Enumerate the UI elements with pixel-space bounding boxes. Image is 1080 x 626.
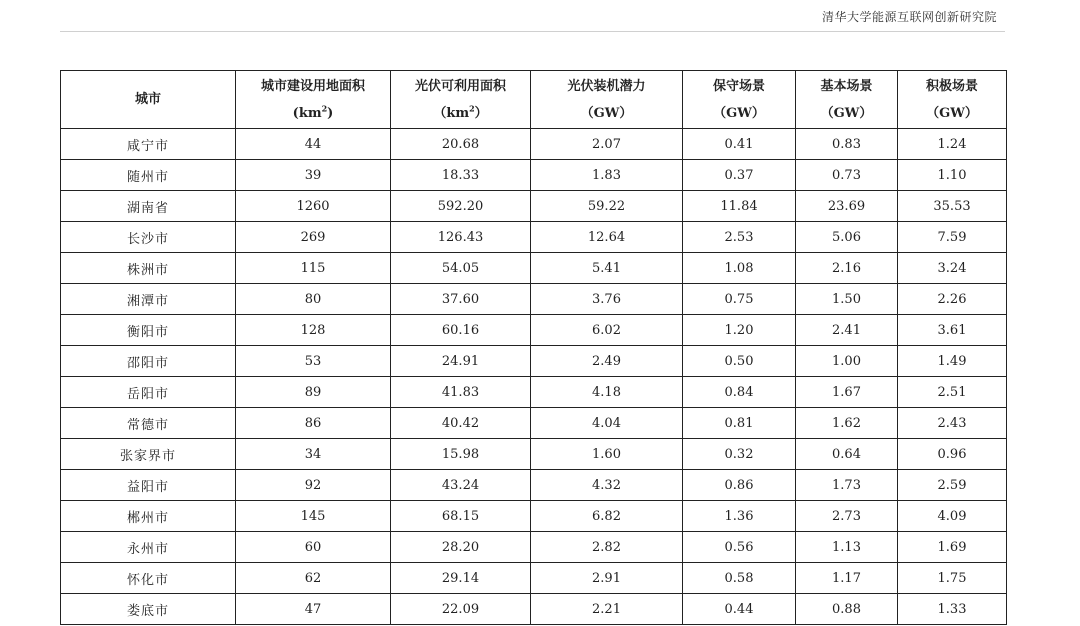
cell-basic: 1.17 bbox=[796, 563, 898, 594]
cell-basic: 5.06 bbox=[796, 222, 898, 253]
cell-construction-land-area: 1260 bbox=[236, 191, 391, 222]
cell-aggressive: 2.26 bbox=[898, 284, 1007, 315]
cell-pv-capacity-potential: 2.91 bbox=[531, 563, 683, 594]
cell-basic: 1.00 bbox=[796, 346, 898, 377]
table-row bbox=[61, 563, 1007, 594]
cell-conservative: 0.84 bbox=[683, 377, 796, 408]
cell-pv-usable-area: 22.09 bbox=[391, 594, 531, 625]
cell-pv-capacity-potential: 5.41 bbox=[531, 253, 683, 284]
cell-aggressive: 4.09 bbox=[898, 501, 1007, 532]
cell-aggressive: 0.96 bbox=[898, 439, 1007, 470]
cell-conservative: 2.53 bbox=[683, 222, 796, 253]
cell-pv-usable-area: 15.98 bbox=[391, 439, 531, 470]
cell-pv-usable-area: 60.16 bbox=[391, 315, 531, 346]
header-divider bbox=[60, 31, 1005, 32]
cell-basic: 2.16 bbox=[796, 253, 898, 284]
cell-aggressive: 1.69 bbox=[898, 532, 1007, 563]
table-row bbox=[61, 408, 1007, 439]
cell-pv-capacity-potential: 4.04 bbox=[531, 408, 683, 439]
cell-aggressive: 1.10 bbox=[898, 160, 1007, 191]
cell-pv-usable-area: 40.42 bbox=[391, 408, 531, 439]
table-row bbox=[61, 315, 1007, 346]
cell-basic: 0.64 bbox=[796, 439, 898, 470]
cell-aggressive: 7.59 bbox=[898, 222, 1007, 253]
cell-basic: 23.69 bbox=[796, 191, 898, 222]
cell-pv-usable-area: 592.20 bbox=[391, 191, 531, 222]
cell-conservative: 0.37 bbox=[683, 160, 796, 191]
header-organization: 清华大学能源互联网创新研究院 bbox=[821, 10, 997, 24]
cell-pv-capacity-potential: 12.64 bbox=[531, 222, 683, 253]
cell-basic: 1.13 bbox=[796, 532, 898, 563]
cell-conservative: 0.50 bbox=[683, 346, 796, 377]
cell-pv-usable-area: 54.05 bbox=[391, 253, 531, 284]
cell-pv-capacity-potential: 6.02 bbox=[531, 315, 683, 346]
cell-conservative: 1.08 bbox=[683, 253, 796, 284]
table-row bbox=[61, 160, 1007, 191]
column-header-basic-scenario: 基本场景 （GW） bbox=[796, 71, 898, 129]
cell-city: 岳阳市 bbox=[61, 377, 236, 408]
cell-basic: 0.73 bbox=[796, 160, 898, 191]
column-header-conservative-scenario: 保守场景 （GW） bbox=[683, 71, 796, 129]
cell-pv-capacity-potential: 1.83 bbox=[531, 160, 683, 191]
cell-aggressive: 1.75 bbox=[898, 563, 1007, 594]
cell-pv-capacity-potential: 3.76 bbox=[531, 284, 683, 315]
cell-conservative: 0.81 bbox=[683, 408, 796, 439]
cell-city: 邵阳市 bbox=[61, 346, 236, 377]
cell-conservative: 0.86 bbox=[683, 470, 796, 501]
cell-conservative: 0.75 bbox=[683, 284, 796, 315]
cell-construction-land-area: 53 bbox=[236, 346, 391, 377]
cell-conservative: 0.41 bbox=[683, 129, 796, 160]
cell-pv-capacity-potential: 2.82 bbox=[531, 532, 683, 563]
cell-basic: 0.83 bbox=[796, 129, 898, 160]
cell-pv-usable-area: 43.24 bbox=[391, 470, 531, 501]
cell-aggressive: 3.24 bbox=[898, 253, 1007, 284]
cell-construction-land-area: 44 bbox=[236, 129, 391, 160]
cell-city: 郴州市 bbox=[61, 501, 236, 532]
pv-potential-table bbox=[60, 70, 1007, 625]
cell-basic: 1.62 bbox=[796, 408, 898, 439]
cell-pv-usable-area: 41.83 bbox=[391, 377, 531, 408]
column-header-pv-usable-area: 光伏可利用面积 $(km^2)$ bbox=[391, 71, 531, 129]
cell-construction-land-area: 269 bbox=[236, 222, 391, 253]
cell-construction-land-area: 34 bbox=[236, 439, 391, 470]
cell-pv-capacity-potential: 2.07 bbox=[531, 129, 683, 160]
cell-city: 湘潭市 bbox=[61, 284, 236, 315]
cell-construction-land-area: 89 bbox=[236, 377, 391, 408]
table-row bbox=[61, 222, 1007, 253]
table-header-row bbox=[61, 71, 1007, 129]
cell-construction-land-area: 47 bbox=[236, 594, 391, 625]
column-header-city: 城市 bbox=[61, 71, 236, 129]
cell-pv-capacity-potential: 2.49 bbox=[531, 346, 683, 377]
cell-aggressive: 35.53 bbox=[898, 191, 1007, 222]
table-row bbox=[61, 129, 1007, 160]
cell-city: 咸宁市 bbox=[61, 129, 236, 160]
cell-city: 衡阳市 bbox=[61, 315, 236, 346]
table-row bbox=[61, 532, 1007, 563]
cell-city: 永州市 bbox=[61, 532, 236, 563]
cell-construction-land-area: 80 bbox=[236, 284, 391, 315]
cell-basic: 2.41 bbox=[796, 315, 898, 346]
cell-construction-land-area: 60 bbox=[236, 532, 391, 563]
cell-pv-usable-area: 68.15 bbox=[391, 501, 531, 532]
cell-pv-usable-area: 29.14 bbox=[391, 563, 531, 594]
cell-pv-capacity-potential: 4.32 bbox=[531, 470, 683, 501]
cell-pv-capacity-potential: 1.60 bbox=[531, 439, 683, 470]
cell-city: 长沙市 bbox=[61, 222, 236, 253]
cell-pv-usable-area: 37.60 bbox=[391, 284, 531, 315]
table-row bbox=[61, 439, 1007, 470]
table-body bbox=[61, 129, 1007, 625]
cell-city: 常德市 bbox=[61, 408, 236, 439]
cell-conservative: 0.32 bbox=[683, 439, 796, 470]
cell-construction-land-area: 145 bbox=[236, 501, 391, 532]
cell-pv-capacity-potential: 2.21 bbox=[531, 594, 683, 625]
cell-construction-land-area: 86 bbox=[236, 408, 391, 439]
cell-city: 张家界市 bbox=[61, 439, 236, 470]
cell-conservative: 11.84 bbox=[683, 191, 796, 222]
column-header-construction-land-area: 城市建设用地面积 $(km^2)$ bbox=[236, 71, 391, 129]
cell-conservative: 0.44 bbox=[683, 594, 796, 625]
cell-conservative: 1.20 bbox=[683, 315, 796, 346]
cell-conservative: 1.36 bbox=[683, 501, 796, 532]
cell-pv-usable-area: 126.43 bbox=[391, 222, 531, 253]
cell-aggressive: 2.59 bbox=[898, 470, 1007, 501]
cell-construction-land-area: 39 bbox=[236, 160, 391, 191]
column-header-aggressive-scenario: 积极场景 （GW） bbox=[898, 71, 1007, 129]
cell-pv-capacity-potential: 4.18 bbox=[531, 377, 683, 408]
cell-construction-land-area: 62 bbox=[236, 563, 391, 594]
column-header-pv-capacity-potential: 光伏装机潜力 （GW） bbox=[531, 71, 683, 129]
cell-aggressive: 1.24 bbox=[898, 129, 1007, 160]
cell-pv-capacity-potential: 6.82 bbox=[531, 501, 683, 532]
cell-basic: 1.73 bbox=[796, 470, 898, 501]
table-row bbox=[61, 346, 1007, 377]
cell-aggressive: 3.61 bbox=[898, 315, 1007, 346]
cell-basic: 0.88 bbox=[796, 594, 898, 625]
table-row bbox=[61, 470, 1007, 501]
cell-pv-usable-area: 28.20 bbox=[391, 532, 531, 563]
cell-city: 随州市 bbox=[61, 160, 236, 191]
cell-construction-land-area: 128 bbox=[236, 315, 391, 346]
cell-aggressive: 2.51 bbox=[898, 377, 1007, 408]
cell-city: 益阳市 bbox=[61, 470, 236, 501]
table-row bbox=[61, 253, 1007, 284]
table-row bbox=[61, 377, 1007, 408]
table-row bbox=[61, 594, 1007, 625]
cell-basic: 1.67 bbox=[796, 377, 898, 408]
cell-aggressive: 2.43 bbox=[898, 408, 1007, 439]
cell-aggressive: 1.33 bbox=[898, 594, 1007, 625]
cell-aggressive: 1.49 bbox=[898, 346, 1007, 377]
table-row bbox=[61, 501, 1007, 532]
cell-pv-usable-area: 18.33 bbox=[391, 160, 531, 191]
cell-city: 株洲市 bbox=[61, 253, 236, 284]
table-row bbox=[61, 191, 1007, 222]
cell-basic: 1.50 bbox=[796, 284, 898, 315]
table-row bbox=[61, 284, 1007, 315]
cell-pv-capacity-potential: 59.22 bbox=[531, 191, 683, 222]
cell-city: 怀化市 bbox=[61, 563, 236, 594]
cell-city: 娄底市 bbox=[61, 594, 236, 625]
cell-construction-land-area: 92 bbox=[236, 470, 391, 501]
cell-basic: 2.73 bbox=[796, 501, 898, 532]
cell-pv-usable-area: 20.68 bbox=[391, 129, 531, 160]
cell-pv-usable-area: 24.91 bbox=[391, 346, 531, 377]
cell-construction-land-area: 115 bbox=[236, 253, 391, 284]
cell-city: 湖南省 bbox=[61, 191, 236, 222]
cell-conservative: 0.58 bbox=[683, 563, 796, 594]
cell-conservative: 0.56 bbox=[683, 532, 796, 563]
